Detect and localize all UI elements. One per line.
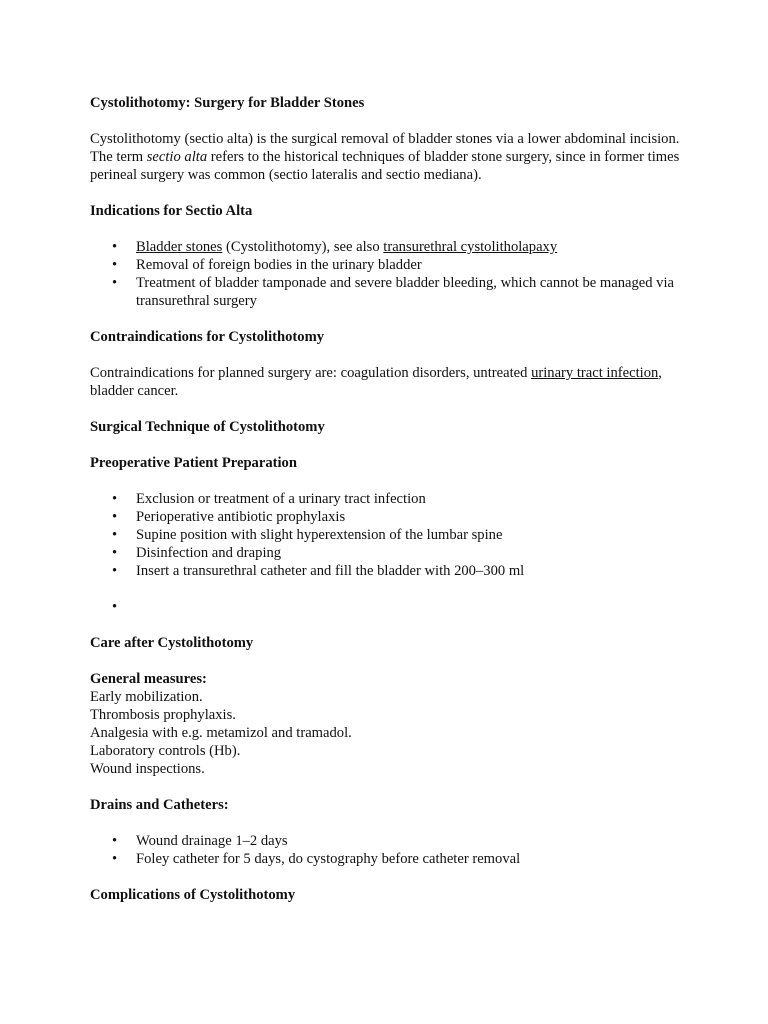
intro-paragraph: [90, 130, 690, 184]
list-item: [90, 850, 690, 868]
bullet-icon: •: [112, 563, 118, 579]
document-content: [90, 94, 690, 904]
contraindications-text-1: Contraindications for planned surgery are: coagulation disorders, untreated: [90, 365, 532, 381]
indications-heading: Indications for Sectio Alta: [90, 203, 253, 219]
intro-text-1: Cystolithotomy (sectio alta) is the surgical removal of bladder stones via a lower abdominal incision. The term: [90, 131, 680, 165]
bullet-icon: •: [112, 257, 118, 273]
care-heading: Care after Cystolithotomy: [90, 635, 254, 651]
list-item: [90, 598, 690, 616]
bullet-icon: •: [112, 833, 118, 849]
indication-text: Treatment of bladder tamponade and severe bladder bleeding, which cannot be managed via transurethral surgery: [136, 275, 675, 309]
contraindications-heading: Contraindications for Cystolithotomy: [90, 329, 325, 345]
drains-heading: Drains and Catheters:: [90, 797, 229, 813]
document-title: Cystolithotomy: Surgery for Bladder Stones: [90, 95, 365, 111]
bullet-icon: •: [112, 239, 118, 255]
preop-item-text: Disinfection and draping: [136, 545, 282, 561]
drains-item-text: Wound drainage 1–2 days: [136, 833, 288, 849]
urinary-tract-infection-link[interactable]: urinary tract infection: [531, 365, 659, 381]
bladder-stones-link[interactable]: Bladder stones: [136, 239, 223, 255]
general-measure-line: Wound inspections.: [90, 761, 205, 777]
contraindications-paragraph: [90, 364, 690, 400]
list-item: [90, 274, 690, 310]
general-measure-line: Laboratory controls (Hb).: [90, 743, 241, 759]
bullet-icon: •: [112, 509, 118, 525]
list-item: [90, 256, 690, 274]
indications-list: [90, 238, 690, 310]
bullet-icon: •: [112, 599, 118, 615]
bullet-icon: •: [112, 275, 118, 291]
bullet-icon: •: [112, 527, 118, 543]
list-item: [90, 490, 690, 508]
intro-italic-term: sectio alta: [146, 149, 208, 165]
bullet-icon: •: [112, 851, 118, 867]
preop-item-text: Supine position with slight hyperextension of the lumbar spine: [136, 527, 503, 543]
bullet-icon: •: [112, 491, 118, 507]
general-measure-line: Analgesia with e.g. metamizol and tramadol.: [90, 725, 352, 741]
list-item: [90, 562, 690, 580]
general-measure-line: Thrombosis prophylaxis.: [90, 707, 236, 723]
general-measures-paragraph: [90, 688, 690, 778]
preop-item-text: Insert a transurethral catheter and fill the bladder with 200–300 ml: [136, 563, 525, 579]
preop-item-text: Perioperative antibiotic prophylaxis: [136, 509, 346, 525]
contraindications-text-2: , bladder cancer.: [90, 365, 662, 399]
list-item: [90, 544, 690, 562]
list-item: [90, 832, 690, 850]
bullet-icon: •: [112, 545, 118, 561]
technique-heading: Surgical Technique of Cystolithotomy: [90, 419, 325, 435]
preop-item-text: Exclusion or treatment of a urinary tract infection: [136, 491, 426, 507]
intro-text-2: refers to the historical techniques of bladder stone surgery, since in former times perineal surgery was common (sectio lateralis and sectio mediana).: [90, 149, 680, 183]
complications-heading: Complications of Cystolithotomy: [90, 887, 296, 903]
general-measure-line: Early mobilization.: [90, 689, 203, 705]
preop-list: [90, 490, 690, 616]
list-item: [90, 526, 690, 544]
preop-heading: Preoperative Patient Preparation: [90, 455, 297, 471]
drains-item-text: Foley catheter for 5 days, do cystography before catheter removal: [136, 851, 521, 867]
indication-text: (Cystolithotomy), see also: [222, 239, 384, 255]
transurethral-cystolitholapaxy-link[interactable]: transurethral cystolitholapaxy: [383, 239, 558, 255]
indication-text: Removal of foreign bodies in the urinary bladder: [136, 257, 422, 273]
list-item: [90, 508, 690, 526]
general-measures-heading: General measures:: [90, 671, 207, 687]
drains-list: [90, 832, 690, 868]
list-item: [90, 238, 690, 256]
